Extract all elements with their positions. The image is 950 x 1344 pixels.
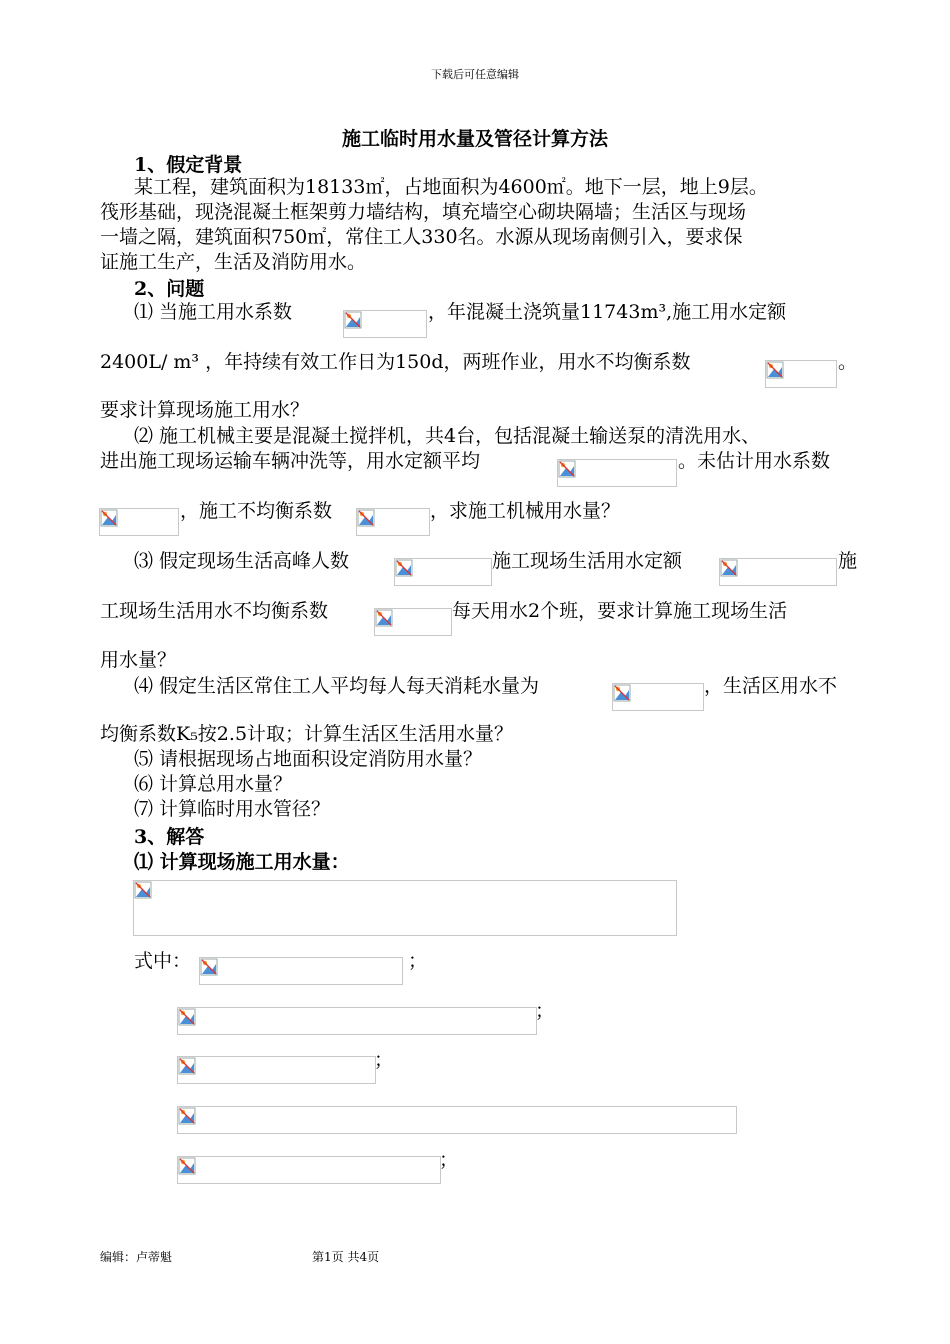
- q1-text-b: ，年混凝土浇筑量11743m³,施工用水定额: [428, 301, 787, 323]
- q4-text-b: ，生活区用水不: [704, 675, 838, 697]
- broken-image-icon: [178, 1107, 196, 1125]
- broken-image-icon: [357, 509, 375, 527]
- q3-text-b: 施工现场生活用水定额: [492, 550, 683, 572]
- section-heading-answers: 3、解答: [134, 826, 205, 848]
- formula-image-placeholder: [612, 683, 704, 711]
- q2-text-e: ，求施工机械用水量？: [430, 500, 621, 522]
- q6-text: ⑹ 计算总用水量？: [134, 773, 293, 795]
- q3-text-a: ⑶ 假定现场生活高峰人数: [134, 550, 350, 572]
- section-heading-background: 1、假定背景: [134, 154, 243, 176]
- formula-image-placeholder: [557, 459, 677, 487]
- q3-text-c: 施: [838, 550, 858, 572]
- page-header: 下载后可任意编辑: [431, 68, 519, 81]
- footer-page-number: 第1页 共4页: [312, 1250, 380, 1264]
- broken-image-icon: [178, 1008, 196, 1026]
- formula-image-placeholder: [133, 880, 677, 936]
- q4-text-c: 均衡系数K₅按2.5计取；计算生活区生活用水量？: [100, 723, 514, 745]
- broken-image-icon: [720, 559, 738, 577]
- formula-image-placeholder: [177, 1106, 737, 1134]
- formula-image-placeholder: [177, 1056, 376, 1084]
- q2-text-b: 进出施工现场运输车辆冲洗等，用水定额平均: [100, 450, 481, 472]
- where-label: 式中：: [134, 950, 192, 972]
- broken-image-icon: [134, 881, 152, 899]
- broken-image-icon: [100, 509, 118, 527]
- formula-image-placeholder: [356, 508, 430, 536]
- q1-text-c: 2400L/ m³ ，年持续有效工作日为150d，两班作业，用水不均衡系数: [100, 351, 691, 373]
- q2-text-c: 。未估计用水系数: [678, 450, 831, 472]
- formula-image-placeholder: [199, 957, 403, 985]
- background-line-4: 证施工生产，生活及消防用水。: [100, 251, 367, 273]
- broken-image-icon: [766, 361, 784, 379]
- broken-image-icon: [200, 958, 218, 976]
- answer-1-heading: ⑴ 计算现场施工用水量：: [134, 851, 350, 873]
- q1-text-e: 要求计算现场施工用水？: [100, 399, 310, 421]
- q4-text-a: ⑷ 假定生活区常住工人平均每人每天消耗水量为: [134, 675, 540, 697]
- q1-text-a: ⑴ 当施工用水系数: [134, 301, 293, 323]
- footer-editor: 编辑：卢蒂魁: [100, 1250, 173, 1264]
- broken-image-icon: [344, 311, 362, 329]
- q2-text-a: ⑵ 施工机械主要是混凝土搅拌机，共4台，包括混凝土输送泵的清洗用水、: [134, 425, 761, 447]
- broken-image-icon: [558, 460, 576, 478]
- formula-image-placeholder: [177, 1156, 441, 1184]
- section-heading-questions: 2、问题: [134, 278, 205, 300]
- semicolon: ；: [374, 1049, 394, 1071]
- formula-image-placeholder: [374, 608, 452, 636]
- background-line-1: 某工程，建筑面积为18133㎡，占地面积为4600㎡。地下一层，地上9层。: [134, 176, 768, 198]
- document-title: 施工临时用水量及管径计算方法: [341, 128, 608, 150]
- broken-image-icon: [178, 1157, 196, 1175]
- q3-text-e: 每天用水2个班，要求计算施工现场生活: [452, 600, 788, 622]
- broken-image-icon: [178, 1057, 196, 1075]
- q5-text: ⑸ 请根据现场占地面积设定消防用水量？: [134, 748, 483, 770]
- formula-image-placeholder: [99, 508, 179, 536]
- broken-image-icon: [395, 559, 413, 577]
- formula-image-placeholder: [719, 558, 837, 586]
- background-line-3: 一墙之隔，建筑面积750㎡，常住工人330名。水源从现场南侧引入，要求保: [100, 226, 743, 248]
- broken-image-icon: [375, 609, 393, 627]
- q2-text-d: ，施工不均衡系数: [180, 500, 333, 522]
- formula-image-placeholder: [765, 360, 837, 388]
- semicolon: ；: [408, 950, 428, 972]
- semicolon: ；: [535, 1000, 555, 1022]
- formula-image-placeholder: [343, 310, 427, 338]
- background-line-2: 筏形基础，现浇混凝土框架剪力墙结构，填充墙空心砌块隔墙；生活区与现场: [100, 201, 747, 223]
- semicolon: ；: [439, 1149, 459, 1171]
- q3-text-d: 工现场生活用水不均衡系数: [100, 600, 329, 622]
- q3-text-f: 用水量？: [100, 649, 177, 671]
- formula-image-placeholder: [177, 1007, 537, 1035]
- q1-text-d: 。: [838, 351, 858, 373]
- broken-image-icon: [613, 684, 631, 702]
- formula-image-placeholder: [394, 558, 492, 586]
- q7-text: ⑺ 计算临时用水管径？: [134, 798, 331, 820]
